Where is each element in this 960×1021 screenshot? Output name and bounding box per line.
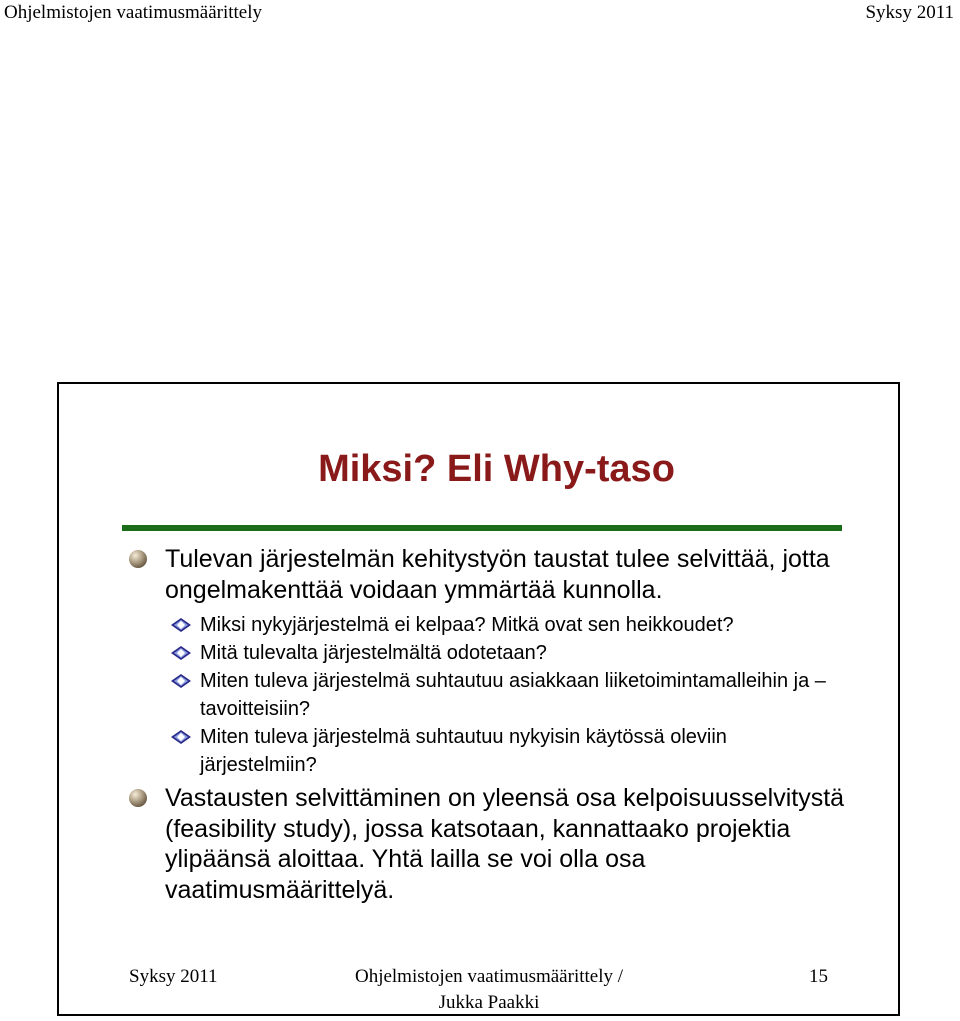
footer-course-author xyxy=(339,964,639,1016)
bullet-item xyxy=(127,783,847,905)
diamond-bullet-icon xyxy=(171,730,191,744)
sub-bullet-text: Miten tuleva järjestelmä suhtautuu asiakkaan liiketoimintamalleihin ja –tavoitteisiin? xyxy=(200,670,826,720)
sub-bullet-item xyxy=(127,611,847,639)
sub-bullet-item xyxy=(127,639,847,667)
title-divider xyxy=(122,525,842,531)
ball-bullet-icon xyxy=(129,789,147,807)
slide xyxy=(57,382,900,1016)
slide-footer xyxy=(59,964,898,1014)
bullet-list xyxy=(127,544,847,905)
ball-bullet-icon xyxy=(129,550,147,568)
header-course-title: Ohjelmistojen vaatimusmäärittely xyxy=(4,2,263,23)
footer-semester: Syksy 2011 xyxy=(129,966,218,987)
bullet-text: Vastausten selvittäminen on yleensä osa kelpoisuusselvitystä (feasibility study), jossa katsotaan, kannattaako projektia ylipäänsä aloittaa. Yhtä lailla se voi olla osa vaatimusmäärittelyä. xyxy=(165,784,845,904)
footer-author: Jukka Paakki xyxy=(438,992,540,1013)
sub-bullet-text: Miten tuleva järjestelmä suhtautuu nykyisin käytössä oleviin järjestelmiin? xyxy=(200,726,727,776)
bullet-item xyxy=(127,544,847,605)
page-header xyxy=(0,0,960,26)
sub-bullet-item xyxy=(127,723,847,779)
footer-course: Ohjelmistojen vaatimusmäärittely / xyxy=(354,966,624,987)
sub-bullet-item xyxy=(127,667,847,723)
sub-bullet-text: Mitä tulevalta järjestelmältä odotetaan? xyxy=(200,642,547,664)
page-number: 15 xyxy=(809,966,828,987)
slide-title: Miksi? Eli Why-taso xyxy=(318,448,675,490)
bullet-text: Tulevan järjestelmän kehitystyön taustat tulee selvittää, jotta ongelmakenttää voidaan ymmärtää kunnolla. xyxy=(165,545,830,604)
diamond-bullet-icon xyxy=(171,618,191,632)
diamond-bullet-icon xyxy=(171,674,191,688)
header-semester: Syksy 2011 xyxy=(865,2,954,23)
diamond-bullet-icon xyxy=(171,646,191,660)
sub-bullet-text: Miksi nykyjärjestelmä ei kelpaa? Mitkä ovat sen heikkoudet? xyxy=(200,614,734,636)
